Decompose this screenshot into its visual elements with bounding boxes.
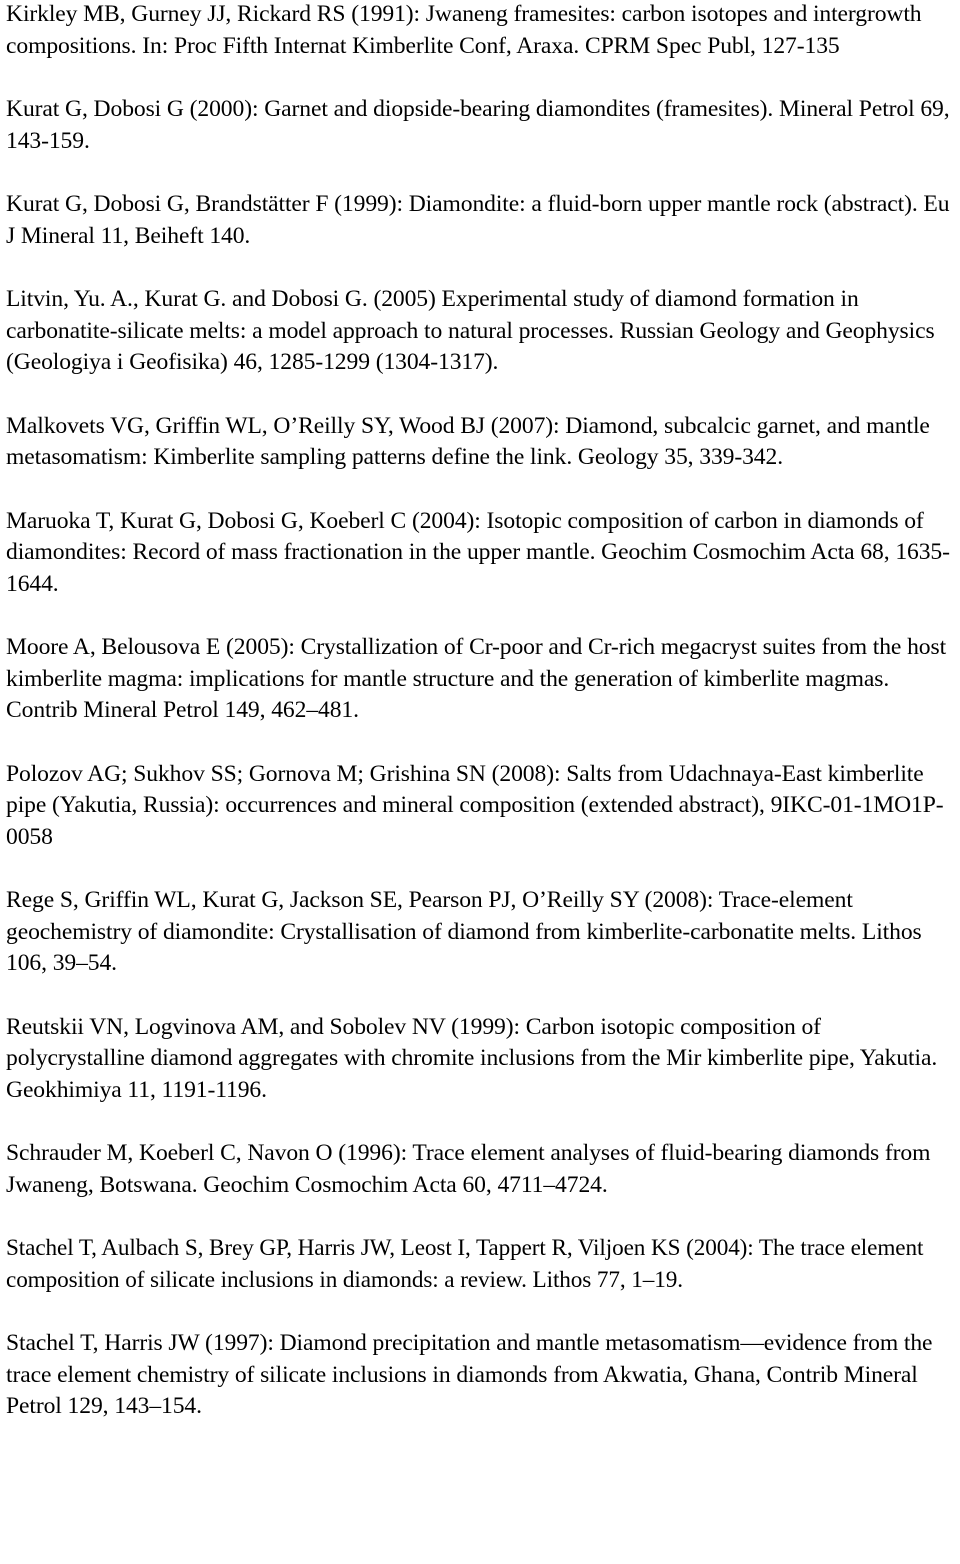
reference-kurat-1999: Kurat G, Dobosi G, Brandstätter F (1999): Diamondite: a fluid-born upper mantle rock (abstract). Eu J Mineral 11, Beiheft 140. — [6, 191, 950, 249]
reference-kirkley-1991: Kirkley MB, Gurney JJ, Rickard RS (1991): Jwaneng framesites: carbon isotopes and intergrowth compositions. In: Proc Fifth Internat Kimberlite Conf, Araxa. CPRM Spec Publ, 127-135 — [6, 1, 922, 59]
reference-rege-2008: Rege S, Griffin WL, Kurat G, Jackson SE, Pearson PJ, O’Reilly SY (2008): Trace-element geochemistry of diamondite: Crystallisation of diamond from kimberlite-carbonatite melts. Lithos 106, 39–54. — [6, 887, 922, 976]
reference-list — [6, 0, 958, 1455]
reference-maruoka-2004: Maruoka T, Kurat G, Dobosi G, Koeberl C (2004): Isotopic composition of carbon in diamonds of diamondites: Record of mass fractionation in the upper mantle. Geochim Cosmochim Acta 68, 1635-1644. — [6, 507, 950, 597]
reference-litvin-2005: Litvin, Yu. A., Kurat G. and Dobosi G. (2005) Experimental study of diamond formation in carbonatite-silicate melts: a model approach to natural processes. Russian Geology and Geophysics (Geologiya i Geofisika) 46, 1285-1299 (1304-1317). — [6, 286, 935, 375]
reference-kurat-2000: Kurat G, Dobosi G (2000): Garnet and diopside-bearing diamondites (framesites). Mineral Petrol 69, 143-159. — [6, 96, 950, 154]
reference-malkovets-2007: Malkovets VG, Griffin WL, O’Reilly SY, Wood BJ (2007): Diamond, subcalcic garnet, and mantle metasomatism: Kimberlite sampling patterns define the link. Geology 35, 339-342. — [6, 412, 930, 470]
reference-stachel-2004: Stachel T, Aulbach S, Brey GP, Harris JW, Leost I, Tappert R, Viljoen KS (2004): The trace element composition of silicate inclusions in diamonds: a review. Lithos 77, 1–19. — [6, 1235, 924, 1293]
reference-stachel-1997: Stachel T, Harris JW (1997): Diamond precipitation and mantle metasomatism—evidence from the trace element chemistry of silicate inclusions in diamonds from Akwatia, Ghana, Contrib Mineral Petrol 129, 143–154. — [6, 1330, 933, 1419]
reference-polozov-2008: Polozov AG; Sukhov SS; Gornova M; Grishina SN (2008): Salts from Udachnaya-East kimberlite pipe (Yakutia, Russia): occurrences and mineral composition (extended abstract), 9IKC-01-1MO1P-0058 — [6, 760, 944, 850]
reference-moore-2005: Moore A, Belousova E (2005): Crystallization of Cr-poor and Cr-rich megacryst suites from the host kimberlite magma: implications for mantle structure and the generation of kimberlite magmas. Contrib Mineral Petrol 149, 462–481. — [6, 634, 947, 723]
reference-schrauder-1996: Schrauder M, Koeberl C, Navon O (1996): Trace element analyses of fluid-bearing diamonds from Jwaneng, Botswana. Geochim Cosmochim Acta 60, 4711–4724. — [6, 1140, 931, 1198]
reference-reutskii-1999: Reutskii VN, Logvinova AM, and Sobolev NV (1999): Carbon isotopic composition of polycrystalline diamond aggregates with chromite inclusions from the Mir kimberlite pipe, Yakutia. Geokhimiya 11, 1191-1196. — [6, 1013, 938, 1103]
